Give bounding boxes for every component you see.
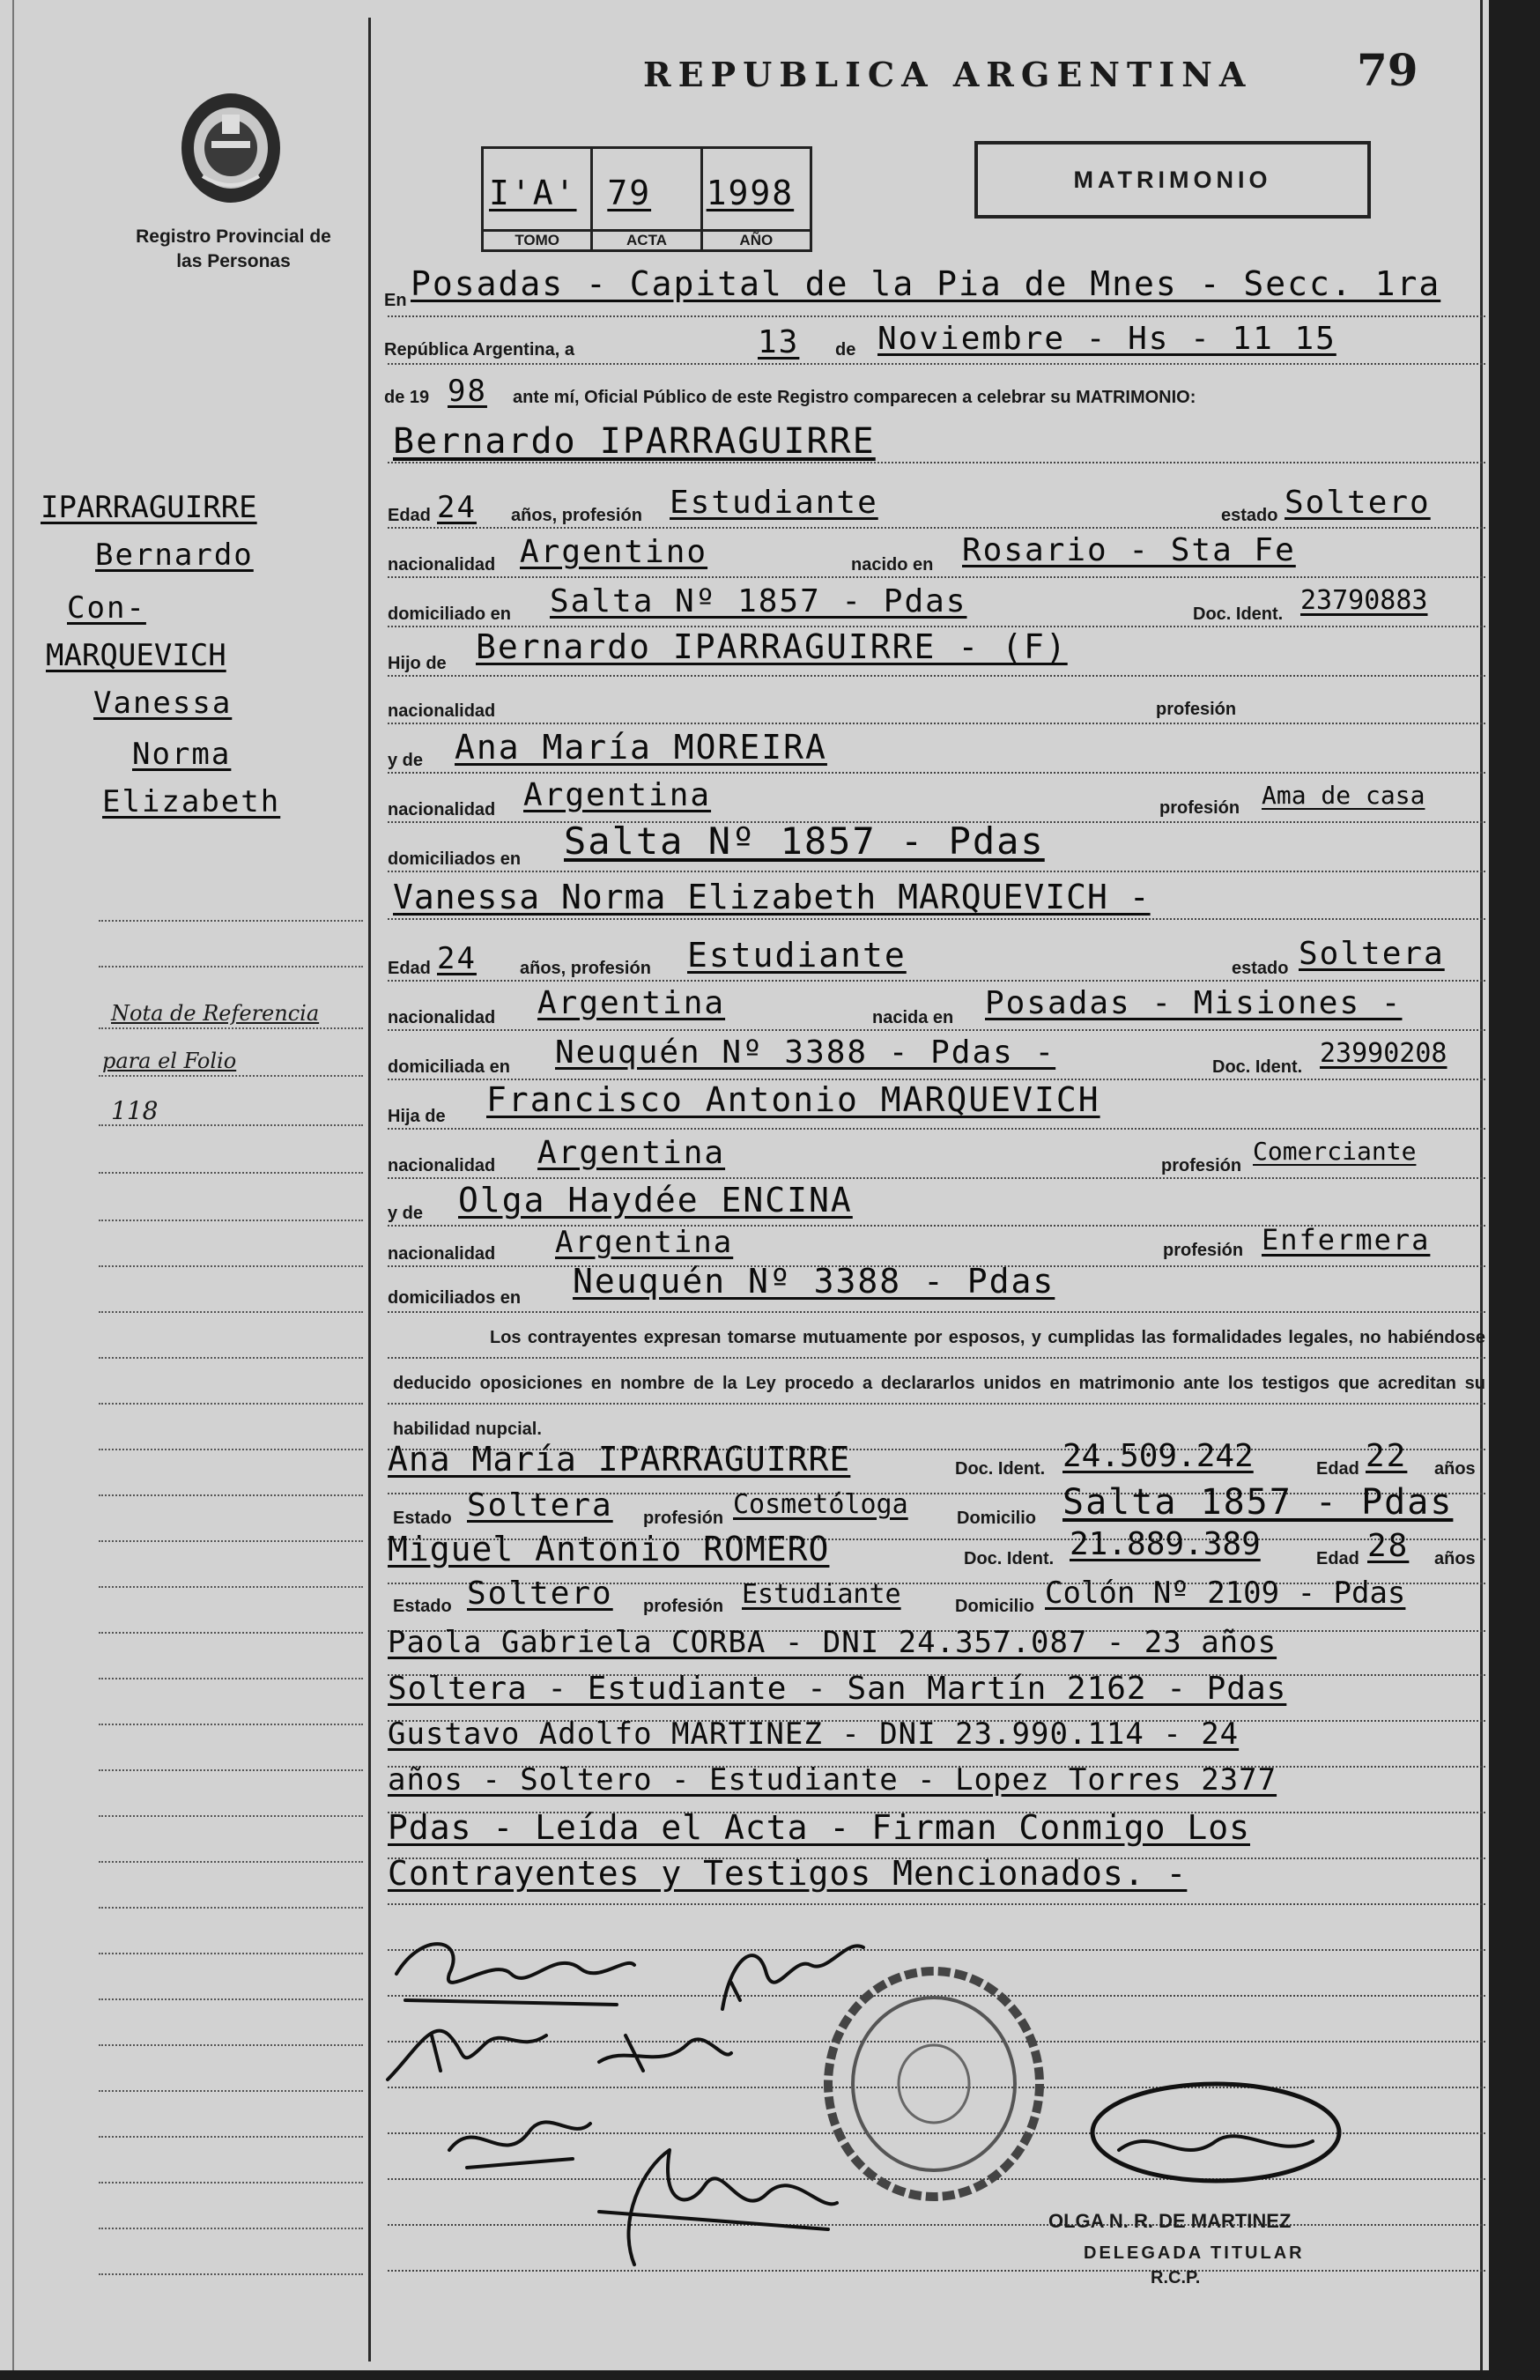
margin-ref-line-1: Nota de Referencia	[111, 1001, 320, 1026]
groom-born-label: nacido en	[851, 555, 934, 575]
margin-row-line	[99, 2228, 363, 2229]
witness2-doc-label: Doc. Ident.	[964, 1549, 1055, 1568]
tomo-cell	[484, 149, 593, 249]
province-seal-icon	[176, 88, 285, 208]
margin-row-line	[99, 2044, 363, 2046]
margin-row-line	[99, 1027, 363, 1029]
groom-profession: Estudiante	[670, 485, 878, 521]
witness1-doc-label: Doc. Ident.	[955, 1459, 1046, 1479]
margin-row-line	[99, 1172, 363, 1174]
witness1-dom-label: Domicilio	[957, 1509, 1037, 1528]
bride-age: 24	[437, 941, 477, 976]
witness2-anos-label: años	[1434, 1549, 1476, 1568]
margin-row-line	[99, 2182, 363, 2184]
witness2-estado-label: Estado	[393, 1597, 452, 1616]
bride-father: Francisco Antonio MARQUEVICH	[486, 1080, 1100, 1119]
page-number: 79	[1357, 44, 1418, 96]
bride-doc-label: Doc. Ident.	[1212, 1057, 1303, 1077]
bride-parents-dom-label: domiciliados en	[388, 1288, 522, 1308]
additional-line-6: Contrayentes y Testigos Mencionados. -	[388, 1854, 1188, 1893]
bride-nationality: Argentina	[537, 985, 726, 1021]
margin-row-line	[99, 1953, 363, 1954]
margin-line-3: Con-	[67, 590, 146, 626]
republic-label: República Argentina, a	[384, 340, 574, 360]
witness1-edad-label: Edad	[1316, 1459, 1359, 1479]
margin-row-line	[99, 1265, 363, 1267]
bride-address: Neuquén Nº 3388 - Pdas -	[555, 1034, 1056, 1071]
row-line	[388, 1128, 1485, 1130]
declaration-text: Los contrayentes expresan tomarse mutuamente por esposos, y cumplidas las formalidades legales, no habiéndose deducido oposiciones en nombre de la Ley procedo a declararlos unidos en matrimonio ante los testigos que acreditan su habilidad nupcial.	[393, 1328, 1485, 1439]
bride-father-profession: Comerciante	[1253, 1137, 1417, 1166]
margin-rule	[368, 18, 371, 2361]
groom-father-nac-label: nacionalidad	[388, 701, 496, 721]
bride-doc: 23990208	[1320, 1038, 1447, 1069]
witness1-doc: 24.509.242	[1062, 1438, 1254, 1474]
ano-label: AÑO	[703, 229, 810, 249]
row-line	[388, 462, 1485, 463]
margin-row-line	[99, 2090, 363, 2092]
bride-prof-label: años, profesión	[520, 959, 651, 978]
groom-status: Soltero	[1285, 485, 1431, 521]
month-time-value: Noviembre - Hs - 11 15	[877, 321, 1336, 357]
bride-father-nac-label: nacionalidad	[388, 1156, 496, 1175]
bride-born-label: nacida en	[872, 1008, 954, 1027]
witness1-estado-label: Estado	[393, 1509, 452, 1528]
groom-nationality: Argentino	[520, 534, 708, 570]
witness2-age: 28	[1367, 1528, 1410, 1564]
additional-line-1: Paola Gabriela CORBA - DNI 24.357.087 - 23 años	[388, 1625, 1277, 1660]
country-title: REPUBLICA ARGENTINA	[643, 55, 1253, 94]
bride-estado-label: estado	[1232, 959, 1289, 978]
groom-mother-profession: Ama de casa	[1262, 781, 1425, 810]
groom-edad-label: Edad	[388, 506, 431, 525]
witness2-name: Miguel Antonio ROMERO	[388, 1530, 830, 1568]
margin-row-line	[99, 1724, 363, 1725]
margin-row-line	[99, 1403, 363, 1405]
acta-label: ACTA	[593, 229, 700, 249]
groom-address: Salta Nº 1857 - Pdas	[550, 583, 967, 619]
document-type-box	[974, 141, 1371, 219]
additional-line-4: años - Soltero - Estudiante - Lopez Torres 2377	[388, 1762, 1277, 1798]
groom-father-prof-label: profesión	[1156, 700, 1237, 719]
signature-officer-icon	[1084, 2071, 1348, 2198]
witness2-address: Colón Nº 2109 - Pdas	[1045, 1576, 1406, 1611]
bride-yde-label: y de	[388, 1204, 424, 1223]
bride-father-nationality: Argentina	[537, 1135, 726, 1171]
margin-row-line	[99, 1632, 363, 1634]
groom-mother-nationality: Argentina	[523, 777, 712, 813]
margin-row-line	[99, 1861, 363, 1863]
margin-row-line	[99, 1815, 363, 1817]
witness2-prof-label: profesión	[643, 1597, 724, 1616]
row-line	[388, 918, 1485, 920]
row-line	[388, 1403, 1485, 1405]
bride-father-prof-label: profesión	[1161, 1156, 1242, 1175]
ano-cell	[703, 149, 810, 249]
margin-row-line	[99, 1907, 363, 1909]
row-line	[388, 363, 1485, 365]
signature-witness1-icon	[379, 2000, 555, 2093]
groom-mother: Ana María MOREIRA	[455, 728, 827, 767]
margin-line-5: Vanessa	[93, 686, 233, 721]
groom-name: Bernardo IPARRAGUIRRE	[393, 421, 876, 462]
bride-mother: Olga Haydée ENCINA	[458, 1181, 853, 1220]
row-line	[388, 1029, 1485, 1031]
ano-value: 1998	[706, 174, 795, 212]
groom-hijo-label: Hijo de	[388, 654, 447, 673]
row-line	[388, 772, 1485, 774]
margin-line-6: Norma	[132, 737, 232, 772]
groom-yde-label: y de	[388, 751, 424, 770]
margin-row-line	[99, 1678, 363, 1679]
signature-witness2-icon	[590, 2018, 740, 2093]
row-line	[388, 871, 1485, 872]
signature-witness4-icon	[564, 2132, 846, 2278]
groom-dom-label: domiciliado en	[388, 604, 512, 624]
witness1-status: Soltera	[467, 1487, 613, 1524]
bride-profession: Estudiante	[687, 936, 907, 975]
witness1-name: Ana María IPARRAGUIRRE	[388, 1440, 851, 1479]
bride-dom-label: domiciliada en	[388, 1057, 510, 1077]
margin-row-line	[99, 1494, 363, 1496]
row-line	[388, 315, 1485, 317]
margin-row-line	[99, 2136, 363, 2138]
acta-cell	[593, 149, 702, 249]
margin-row-line	[99, 1586, 363, 1588]
witness1-profession: Cosmetóloga	[733, 1489, 908, 1520]
groom-age: 24	[437, 490, 477, 525]
groom-mother-nac-label: nacionalidad	[388, 800, 496, 819]
official-title: DELEGADA TITULAR	[1084, 2243, 1305, 2263]
witness1-prof-label: profesión	[643, 1509, 724, 1528]
groom-father: Bernardo IPARRAGUIRRE - (F)	[476, 627, 1068, 666]
signature-bride-icon	[705, 1921, 881, 2022]
registry-name: Registro Provincial de las Personas	[136, 226, 331, 271]
right-rule	[1480, 0, 1483, 2370]
margin-line-4: MARQUEVICH	[46, 638, 226, 673]
tomo-value: I'A'	[489, 174, 577, 212]
row-line	[388, 527, 1485, 529]
bride-mother-profession: Enfermera	[1262, 1223, 1431, 1257]
margin-row-line	[99, 2273, 363, 2275]
row-line	[388, 2270, 1485, 2272]
margin-row-line	[99, 966, 363, 968]
bride-parents-address: Neuquén Nº 3388 - Pdas	[573, 1262, 1055, 1301]
groom-nac-label: nacionalidad	[388, 555, 496, 575]
margin-row-line	[99, 1311, 363, 1313]
groom-birthplace: Rosario - Sta Fe	[962, 532, 1296, 568]
margin-ref-line-2: para el Folio	[102, 1049, 237, 1073]
witness1-address: Salta 1857 - Pdas	[1062, 1482, 1454, 1523]
groom-parents-dom-label: domiciliados en	[388, 849, 522, 869]
groom-parents-address: Salta Nº 1857 - Pdas	[564, 819, 1045, 863]
witness2-dom-label: Domicilio	[955, 1597, 1035, 1616]
witness2-status: Soltero	[467, 1576, 613, 1612]
row-line	[388, 1357, 1485, 1359]
day-value: 13	[758, 324, 800, 360]
bride-hija-label: Hija de	[388, 1107, 446, 1126]
left-edge-rule	[12, 0, 14, 2370]
margin-row-line	[99, 920, 363, 922]
place-value: Posadas - Capital de la Pia de Mnes - Secc. 1ra	[411, 264, 1441, 303]
margin-row-line	[99, 1075, 363, 1077]
witness2-edad-label: Edad	[1316, 1549, 1359, 1568]
groom-estado-label: estado	[1221, 506, 1278, 525]
witness1-age: 22	[1366, 1438, 1408, 1474]
additional-line-5: Pdas - Leída el Acta - Firman Conmigo Los	[388, 1808, 1250, 1847]
bride-edad-label: Edad	[388, 959, 431, 978]
row-line	[388, 1177, 1485, 1179]
row-line	[388, 723, 1485, 724]
margin-row-line	[99, 1769, 363, 1771]
groom-prof-label: años, profesión	[511, 506, 642, 525]
margin-line-2: Bernardo	[95, 538, 254, 573]
witness2-doc: 21.889.389	[1070, 1526, 1261, 1562]
record-id-box	[481, 146, 812, 252]
groom-doc-label: Doc. Ident.	[1193, 604, 1284, 624]
year-suffix: 98	[448, 374, 487, 409]
row-line	[388, 980, 1485, 982]
official-suffix: R.C.P.	[1151, 2268, 1201, 2287]
row-line	[388, 1311, 1485, 1313]
groom-doc: 23790883	[1300, 585, 1428, 616]
margin-line-1: IPARRAGUIRRE	[41, 490, 257, 525]
bride-name: Vanessa Norma Elizabeth MARQUEVICH -	[393, 878, 1151, 916]
margin-row-line	[99, 1449, 363, 1450]
bride-mother-nationality: Argentina	[555, 1225, 734, 1260]
bride-nac-label: nacionalidad	[388, 1008, 496, 1027]
row-line	[388, 576, 1485, 578]
bride-birthplace: Posadas - Misiones -	[985, 985, 1403, 1021]
additional-line-2: Soltera - Estudiante - San Martín 2162 - Pdas	[388, 1671, 1287, 1707]
row-line	[388, 1903, 1485, 1905]
margin-line-7: Elizabeth	[102, 784, 281, 819]
margin-row-line	[99, 1357, 363, 1359]
tomo-label: TOMO	[484, 229, 590, 249]
margin-ref-line-3: 118	[111, 1096, 159, 1125]
witness1-anos-label: años	[1434, 1459, 1476, 1479]
row-line	[388, 2224, 1485, 2226]
bride-mother-prof-label: profesión	[1163, 1241, 1244, 1260]
official-name: OLGA N. R. DE MARTINEZ	[1048, 2210, 1292, 2232]
margin-row-line	[99, 1220, 363, 1221]
bride-status: Soltera	[1299, 936, 1445, 972]
margin-row-line	[99, 1540, 363, 1542]
year-prefix: de 19	[384, 388, 430, 407]
groom-mother-prof-label: profesión	[1159, 798, 1240, 818]
en-label: En	[384, 291, 407, 310]
witness2-profession: Estudiante	[742, 1579, 901, 1610]
officer-text: ante mí, Oficial Público de este Registro comparecen a celebrar su MATRIMONIO:	[513, 388, 1196, 407]
row-line	[388, 675, 1485, 677]
margin-row-line	[99, 1998, 363, 2000]
additional-line-3: Gustavo Adolfo MARTINEZ - DNI 23.990.114 - 24	[388, 1716, 1240, 1752]
acta-value: 79	[607, 174, 652, 212]
de-label: de	[835, 340, 856, 360]
bride-mother-nac-label: nacionalidad	[388, 1244, 496, 1264]
document-type: MATRIMONIO	[1073, 166, 1272, 193]
